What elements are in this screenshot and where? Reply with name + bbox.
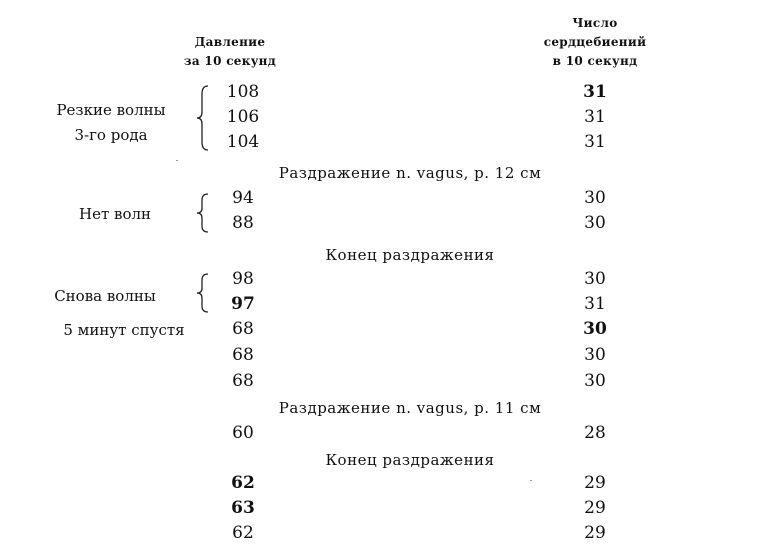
pressure-value: 62 [232,523,254,543]
table-row [0,105,760,130]
heartbeats-value: 30 [584,188,606,208]
heartbeats-value: 31 [584,132,606,152]
table-row [0,80,760,105]
heartbeats-value: 31 [583,82,607,102]
heartbeats-column-header [510,14,680,71]
group-label-line: Нет волн [78,205,152,223]
pressure-value: 106 [226,107,260,127]
pressure-column-header [150,33,310,71]
pressure-value: 94 [232,188,254,208]
table-row [0,292,760,317]
procedure-note: Раздражение n. vagus, p. 12 см [278,164,542,182]
pressure-value: 62 [231,473,255,493]
pressure-value: 68 [232,371,254,391]
table-row [0,267,760,292]
procedure-note: Конец раздражения [325,246,495,264]
procedure-note: Раздражение n. vagus, p. 11 см [278,399,542,417]
pressure-value: 98 [232,269,254,289]
pressure-value: 88 [232,213,254,233]
pressure-header-line: Давление [194,35,266,49]
procedure-note: Конец раздражения [325,451,495,469]
heartbeats-value: 30 [584,269,606,289]
heartbeats-value: 31 [584,107,606,127]
heartbeats-value: 29 [584,473,606,493]
pressure-value: 97 [231,294,255,314]
heartbeats-value: 30 [583,319,607,339]
pressure-value: 108 [226,82,260,102]
table-row [0,317,760,342]
scan-speck [530,480,532,481]
heartbeats-value: 30 [584,371,606,391]
pressure-header-line: за 10 секунд [183,54,277,68]
pressure-value: 60 [232,423,254,443]
table-row [0,496,760,521]
group-label-line: Снова волны [54,287,156,305]
table-row [0,521,760,546]
scan-speck [176,160,178,161]
heartbeats-header-line: в 10 секунд [552,54,638,68]
group-label-line: 3-го рода [74,126,148,144]
table-row [0,343,760,368]
heartbeats-value: 29 [584,523,606,543]
pressure-value: 104 [226,132,260,152]
group-label-line: Резкие волны [56,101,166,119]
heartbeats-header-line: сердцебиений [543,35,647,49]
pressure-value: 68 [232,319,254,339]
table-row [0,130,760,155]
group-label-line: 5 минут спустя [63,321,185,339]
pressure-value: 68 [232,345,254,365]
table-row [0,211,760,236]
heartbeats-header-line: Число [572,16,618,30]
table-row [0,421,760,446]
table-row [0,369,760,394]
heartbeats-value: 30 [584,213,606,233]
pressure-value: 63 [231,498,255,518]
heartbeats-value: 30 [584,345,606,365]
heartbeats-value: 29 [584,498,606,518]
table-row [0,186,760,211]
heartbeats-value: 31 [584,294,606,314]
table-row [0,471,760,496]
heartbeats-value: 28 [584,423,606,443]
